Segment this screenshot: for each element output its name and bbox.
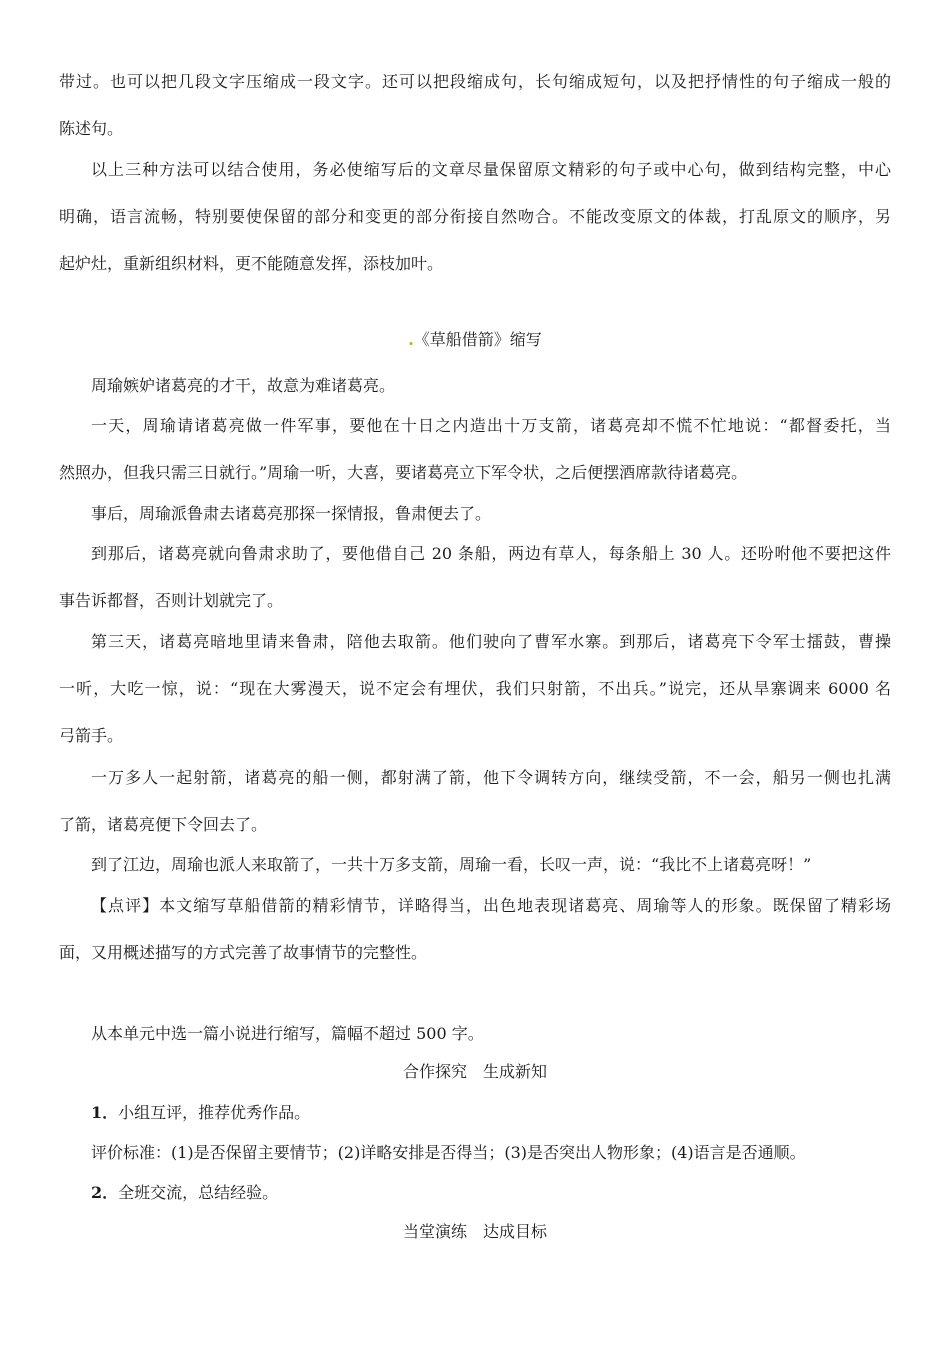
story-paragraph-7: 到了江边，周瑜也派人来取箭了，一共十万多支箭，周瑜一看，长叹一声，说：“我比不上诸葛亮呀！” bbox=[91, 855, 812, 874]
story-paragraph-3: 事后，周瑜派鲁肃去诸葛亮那探一探情报，鲁肃便去了。 bbox=[91, 504, 492, 523]
intro-line-1: 带过。也可以把几段文字压缩成一段文字。还可以把段缩成句，长句缩成短句，以及把抒情性的句子缩成一般的 bbox=[59, 72, 891, 91]
list-item-1-text: 小组互评，推荐优秀作品。 bbox=[118, 1103, 311, 1122]
review-line-1: 【点评】本文缩写草船借箭的精彩情节，详略得当，出色地表现诸葛亮、周瑜等人的形象。既保留了精彩场 bbox=[91, 896, 891, 915]
list-item-2 bbox=[91, 1183, 278, 1203]
example-title bbox=[0, 330, 950, 350]
list-item-2-text: 全班交流，总结经验。 bbox=[118, 1183, 279, 1202]
story-paragraph-4a: 到那后，诸葛亮就向鲁肃求助了，要他借自己 20 条船，两边有草人，每条船上 30 人。还吩咐他不要把这件 bbox=[91, 544, 891, 563]
writing-task: 从本单元中选一篇小说进行缩写，篇幅不超过 500 字。 bbox=[91, 1024, 484, 1043]
story-paragraph-2a: 一天，周瑜请诸葛亮做一件军事，要他在十日之内造出十万支箭，诸葛亮却不慌不忙地说：“都督委托，当 bbox=[91, 416, 891, 435]
story-paragraph-6a: 一万多人一起射箭，诸葛亮的船一侧，都射满了箭，他下令调转方向，继续受箭，不一会，船另一侧也扎满 bbox=[91, 768, 891, 787]
review-line-2: 面，又用概述描写的方式完善了故事情节的完整性。 bbox=[59, 943, 428, 962]
story-paragraph-4b: 事告诉都督，否则计划就完了。 bbox=[59, 591, 284, 610]
story-paragraph-1: 周瑜嫉妒诸葛亮的才干，故意为难诸葛亮。 bbox=[91, 376, 396, 395]
example-title-text: 《草船借箭》缩写 bbox=[413, 330, 542, 349]
intro-line-3: 以上三种方法可以结合使用，务必使缩写后的文章尽量保留原文精彩的句子或中心句，做到结构完整，中心 bbox=[91, 160, 891, 179]
intro-line-4: 明确，语言流畅，特别要使保留的部分和变更的部分衔接自然吻合。不能改变原文的体裁，打乱原文的顺序，另 bbox=[59, 207, 891, 226]
title-marker: . bbox=[408, 330, 414, 349]
story-paragraph-5c: 弓箭手。 bbox=[59, 726, 124, 745]
section-heading-cooperate: 合作探究 生成新知 bbox=[402, 1062, 547, 1081]
list-item-1-number: 1． bbox=[91, 1103, 119, 1122]
story-paragraph-6b: 了箭，诸葛亮便下令回去了。 bbox=[59, 815, 268, 834]
intro-line-2: 陈述句。 bbox=[59, 119, 124, 138]
list-item-2-number: 2． bbox=[91, 1183, 119, 1202]
list-item-1 bbox=[91, 1103, 310, 1123]
story-paragraph-5a: 第三天，诸葛亮暗地里请来鲁肃，陪他去取箭。他们驶向了曹军水寨。到那后，诸葛亮下令军士擂鼓，曹操 bbox=[91, 632, 891, 651]
story-paragraph-5b: 一听，大吃一惊，说：“现在大雾漫天，说不定会有埋伏，我们只射箭，不出兵。”说完，还从旱寨调来 6000 名 bbox=[59, 679, 891, 698]
section-heading-practice: 当堂演练 达成目标 bbox=[402, 1222, 547, 1241]
story-paragraph-2b: 然照办，但我只需三日就行。”周瑜一听，大喜，要诸葛亮立下军令状，之后便摆酒席款待诸葛亮。 bbox=[59, 463, 748, 482]
evaluation-criteria: 评价标准：(1)是否保留主要情节；(2)详略安排是否得当；(3)是否突出人物形象；(4)语言是否通顺。 bbox=[91, 1143, 806, 1162]
intro-line-5: 起炉灶，重新组织材料，更不能随意发挥，添枝加叶。 bbox=[59, 254, 444, 273]
